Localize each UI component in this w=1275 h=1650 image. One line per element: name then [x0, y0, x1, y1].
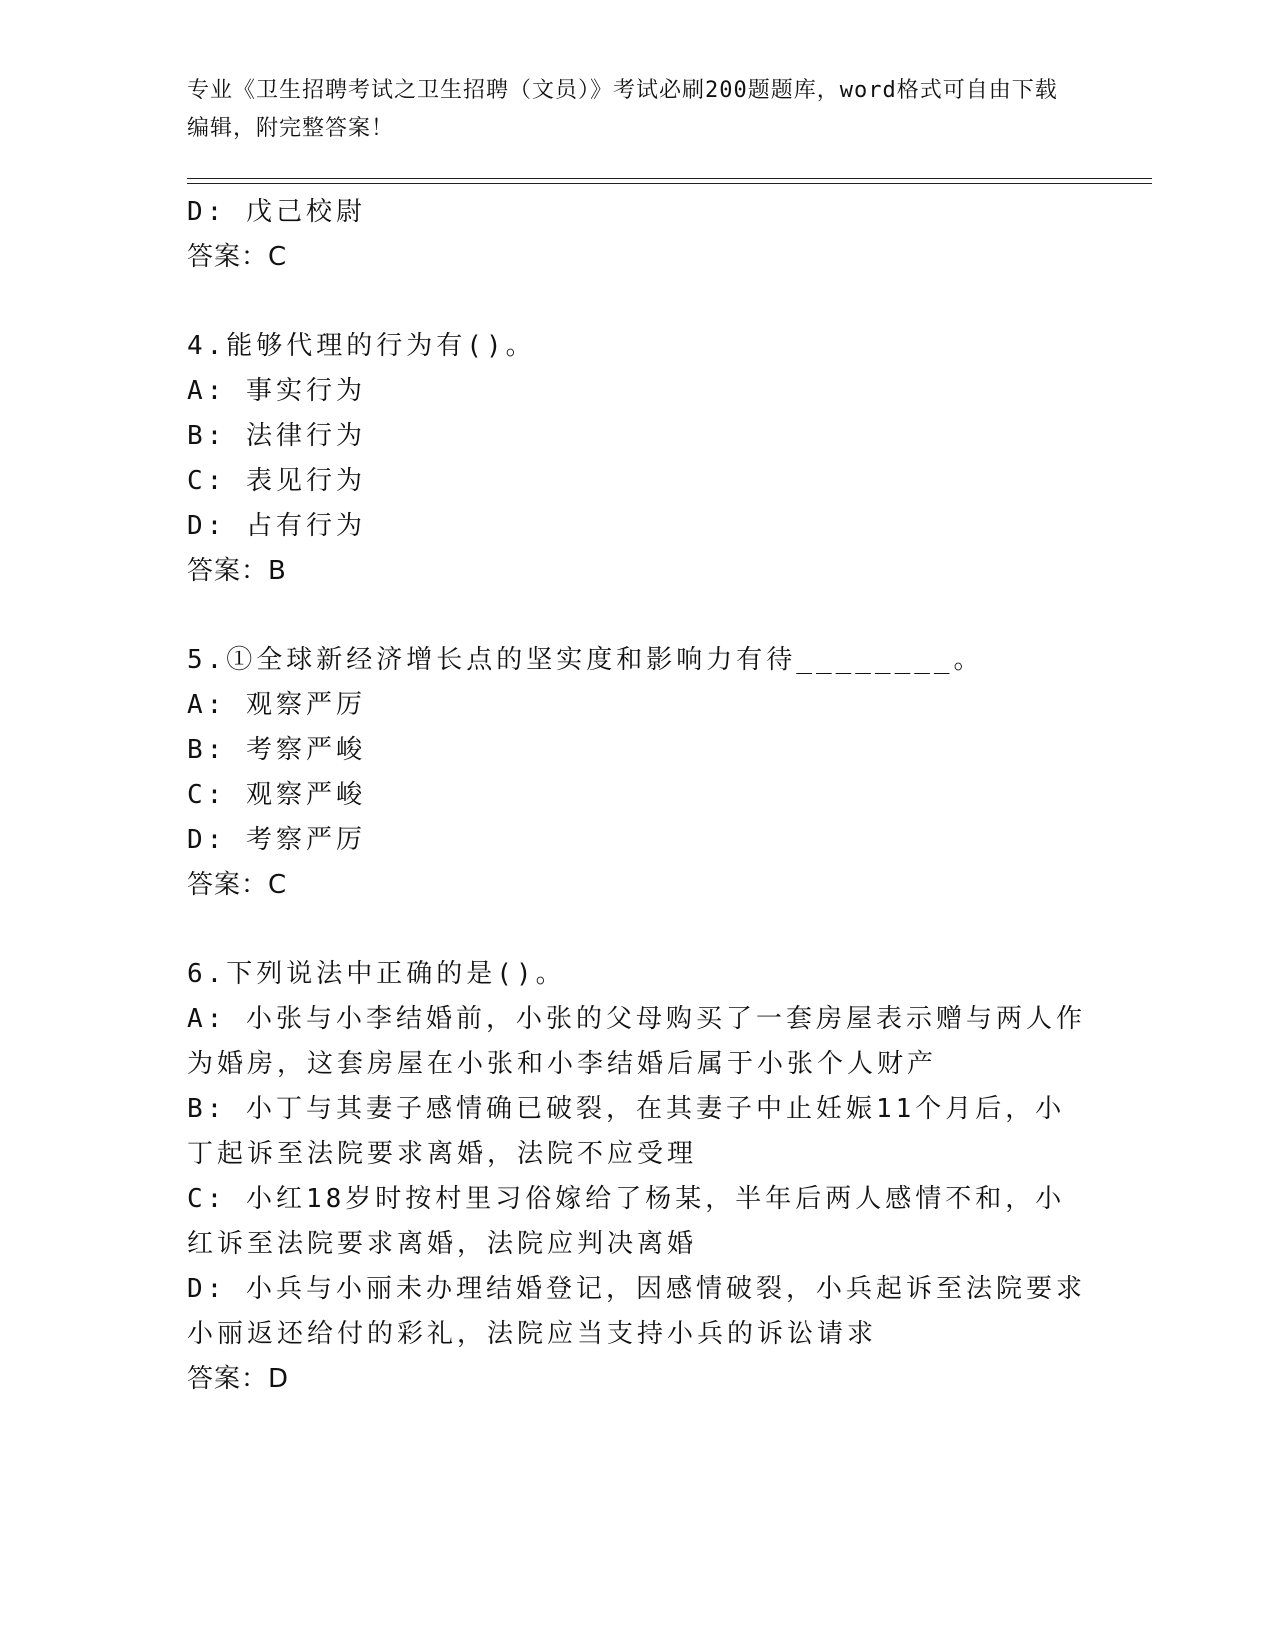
spacer — [187, 280, 1087, 324]
header-divider-bottom — [187, 183, 1152, 184]
option-b: B: 法律行为 — [187, 421, 366, 451]
answer-line: 答案：C — [187, 870, 288, 900]
option-a: A: 小张与小李结婚前，小张的父母购买了一套房屋表示赠与两人作为婚房，这套房屋在小张和小李结婚后属于小张个人财产 — [187, 1004, 1086, 1079]
option-c: C: 表见行为 — [187, 466, 366, 496]
answer-line: 答案：D — [187, 1364, 290, 1394]
option-d: D: 占有行为 — [187, 511, 366, 541]
option-d: D: 小兵与小丽未办理结婚登记，因感情破裂，小兵起诉至法院要求小丽返还给付的彩礼，法院应当支持小兵的诉讼请求 — [187, 1274, 1086, 1349]
question-block — [187, 324, 1087, 594]
header-divider-top — [187, 178, 1152, 179]
spacer — [187, 908, 1087, 952]
question-stem: 6.下列说法中正确的是()。 — [187, 959, 566, 989]
option-c: C: 小红18岁时按村里习俗嫁给了杨某，半年后两人感情不和，小红诉至法院要求离婚，法院应判决离婚 — [187, 1184, 1066, 1259]
question-block — [187, 952, 1087, 1402]
answer-line: 答案：B — [187, 556, 287, 586]
option-d: D: 考察严厉 — [187, 825, 366, 855]
question-list — [187, 190, 1087, 1402]
option-b: B: 考察严峻 — [187, 735, 366, 765]
question-stem: 5.①全球新经济增长点的坚实度和影响力有待________。 — [187, 645, 984, 675]
page-header: 专业《卫生招聘考试之卫生招聘（文员）》考试必刷200题题库，word格式可自由下载编辑，附完整答案！ — [187, 78, 1058, 141]
option-b: B: 小丁与其妻子感情确已破裂，在其妻子中止妊娠11个月后，小丁起诉至法院要求离婚，法院不应受理 — [187, 1094, 1066, 1169]
option-a: A: 事实行为 — [187, 376, 366, 406]
spacer — [187, 594, 1087, 638]
answer-line: 答案：C — [187, 242, 288, 272]
option-d: D: 戊己校尉 — [187, 197, 366, 227]
option-c: C: 观察严峻 — [187, 780, 366, 810]
question-stem: 4.能够代理的行为有()。 — [187, 331, 536, 361]
question-block — [187, 638, 1087, 908]
option-a: A: 观察严厉 — [187, 690, 366, 720]
